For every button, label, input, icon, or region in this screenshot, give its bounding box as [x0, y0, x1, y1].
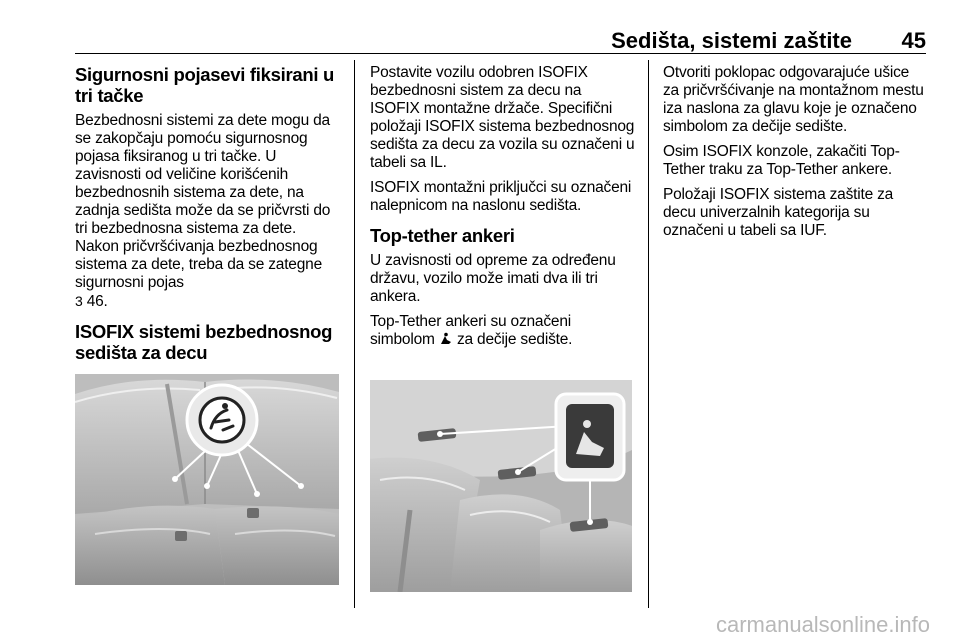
paragraph: U zavisnosti od opreme za određenu državu, vozilo može imati dva ili tri ankera. [370, 252, 616, 305]
reference-arrow-icon: 3 [75, 293, 83, 309]
paragraph [370, 313, 635, 349]
page-reference-link[interactable]: 46. [86, 293, 108, 310]
section-heading-isofix: ISOFIX sistemi bezbednosnog sedišta za decu [75, 321, 333, 363]
watermark: carmanualsonline.info [715, 612, 930, 637]
column-2 [370, 64, 635, 356]
child-seat-symbol-icon [439, 331, 457, 348]
section-heading-top-tether: Top-tether ankeri [370, 225, 515, 246]
paragraph-text: Bezbednosni sistemi za dete mogu da se zakopčaju pomoću sigurnosnog pojasa fiksiranog u tri tačke. U zavisnosti od veličine korišćenih bezbednosnih sistema za dete, na zadnja sedišta može da se pričvrsti do tri bezbednosna sistema za dete. Nakon pričvršćivanja bezbednosnog sistema za dete, treba da se zategne sigurnosni pojas [75, 112, 331, 291]
header-rule [75, 53, 926, 54]
column-3 [663, 64, 929, 247]
paragraph: Osim ISOFIX konzole, zakačiti Top-Tether traku za Top-Tether ankere. [663, 143, 900, 178]
section-heading-three-point-belts: Sigurnosni pojasevi fiksirani u tri tačke [75, 64, 335, 106]
paragraph: Postavite vozilu odobren ISOFIX bezbednosni sistem za decu na ISOFIX montažne držače. Specifični položaji ISOFIX sistema bezbednosnog sedišta za decu za vozila su označeni u tabeli sa IL. [370, 64, 635, 171]
page-header-title: Sedišta, sistemi zaštite [611, 28, 852, 53]
column-divider [648, 60, 649, 608]
paragraph-text: za dečije sedište. [456, 331, 573, 348]
paragraph: ISOFIX montažni priključci su označeni nalepnicom na naslonu sedišta. [370, 179, 632, 214]
paragraph-text: Top-Tether ankeri su označeni simbolom [370, 313, 571, 348]
page-number: 45 [901, 28, 926, 53]
paragraph [75, 112, 342, 311]
paragraph: Položaji ISOFIX sistema zaštite za decu univerzalnih kategorija su označeni u tabeli sa IUF. [663, 186, 894, 239]
column-divider [354, 60, 355, 608]
column-1 [75, 64, 342, 369]
paragraph: Otvoriti poklopac odgovarajuće ušice za pričvršćivanje na montažnom mestu iza naslona za glavu koje je označeno simbolom za dečije sedište. [663, 64, 924, 135]
top-tether-anchors-figure [370, 380, 632, 592]
isofix-rear-seat-figure [75, 374, 339, 585]
